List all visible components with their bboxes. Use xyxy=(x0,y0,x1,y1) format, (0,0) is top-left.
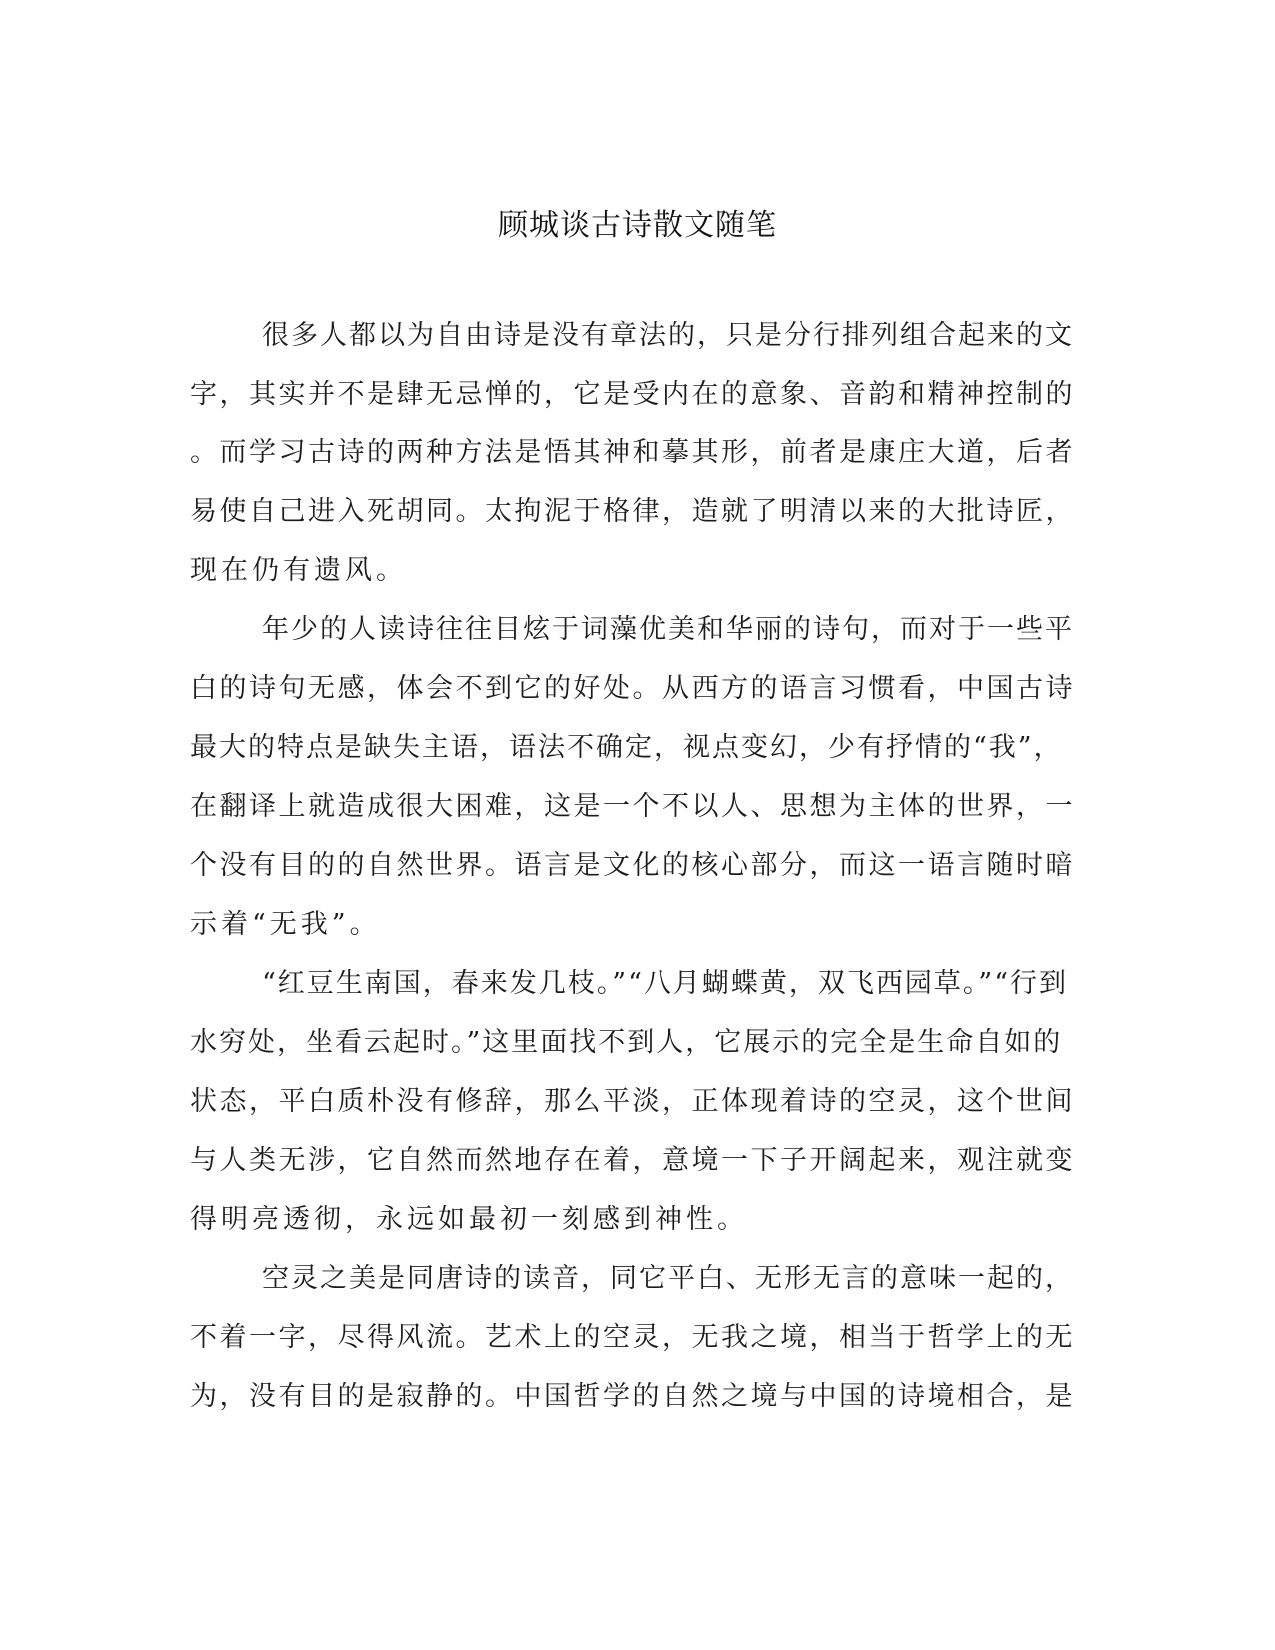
paragraph-1-line-4: 易使自己进入死胡同。太拘泥于格律，造就了明清以来的大批诗匠， xyxy=(190,496,1075,527)
paragraph-1-line-2: 字，其实并不是肆无忌惮的，它是受内在的意象、音韵和精神控制的 xyxy=(190,379,1075,410)
paragraph-3-line-5: 得明亮透彻，永远如最初一刻感到神性。 xyxy=(190,1204,748,1235)
paragraph-2-line-5: 个没有目的的自然世界。语言是文化的核心部分，而这一语言随时暗 xyxy=(190,850,1075,881)
paragraph-3-line-3: 状态，平白质朴没有修辞，那么平淡，正体现着诗的空灵，这个世间 xyxy=(190,1086,1075,1117)
document-title: 顾城谈古诗散文随笔 xyxy=(498,208,777,243)
paragraph-2-line-3: 最大的特点是缺失主语，语法不确定，视点变幻，少有抒情的“我”， xyxy=(190,732,1063,763)
paragraph-3-line-4: 与人类无涉，它自然而然地存在着，意境一下子开阔起来，观注就变 xyxy=(190,1145,1075,1176)
paragraph-3-line-1: “红豆生南国，春来发几枝。”“八月蝴蝶黄，双飞西园草。”“行到 xyxy=(262,968,1069,999)
paragraph-2-line-1: 年少的人读诗往往目炫于词藻优美和华丽的诗句，而对于一些平 xyxy=(262,614,1074,645)
paragraph-4-line-2: 不着一字，尽得风流。艺术上的空灵，无我之境，相当于哲学上的无 xyxy=(190,1322,1075,1353)
paragraph-2-line-4: 在翻译上就造成很大困难，这是一个不以人、思想为主体的世界，一 xyxy=(190,791,1075,822)
paragraph-3-line-2: 水穷处，坐看云起时。”这里面找不到人，它展示的完全是生命自如的 xyxy=(190,1027,1063,1058)
paragraph-2-line-6: 示着“无我”。 xyxy=(190,909,381,940)
paragraph-4-line-1: 空灵之美是同唐诗的读音，同它平白、无形无言的意味一起的， xyxy=(262,1263,1074,1294)
paragraph-1-line-1: 很多人都以为自由诗是没有章法的，只是分行排列组合起来的文 xyxy=(262,320,1074,351)
paragraph-1-line-3: 。而学习古诗的两种方法是悟其神和摹其形，前者是康庄大道，后者 xyxy=(190,437,1075,468)
paragraph-1-line-5: 现在仍有遗风。 xyxy=(190,555,407,586)
paragraph-4-line-3: 为，没有目的是寂静的。中国哲学的自然之境与中国的诗境相合，是 xyxy=(190,1381,1075,1412)
paragraph-2-line-2: 白的诗句无感，体会不到它的好处。从西方的语言习惯看，中国古诗 xyxy=(190,673,1075,704)
